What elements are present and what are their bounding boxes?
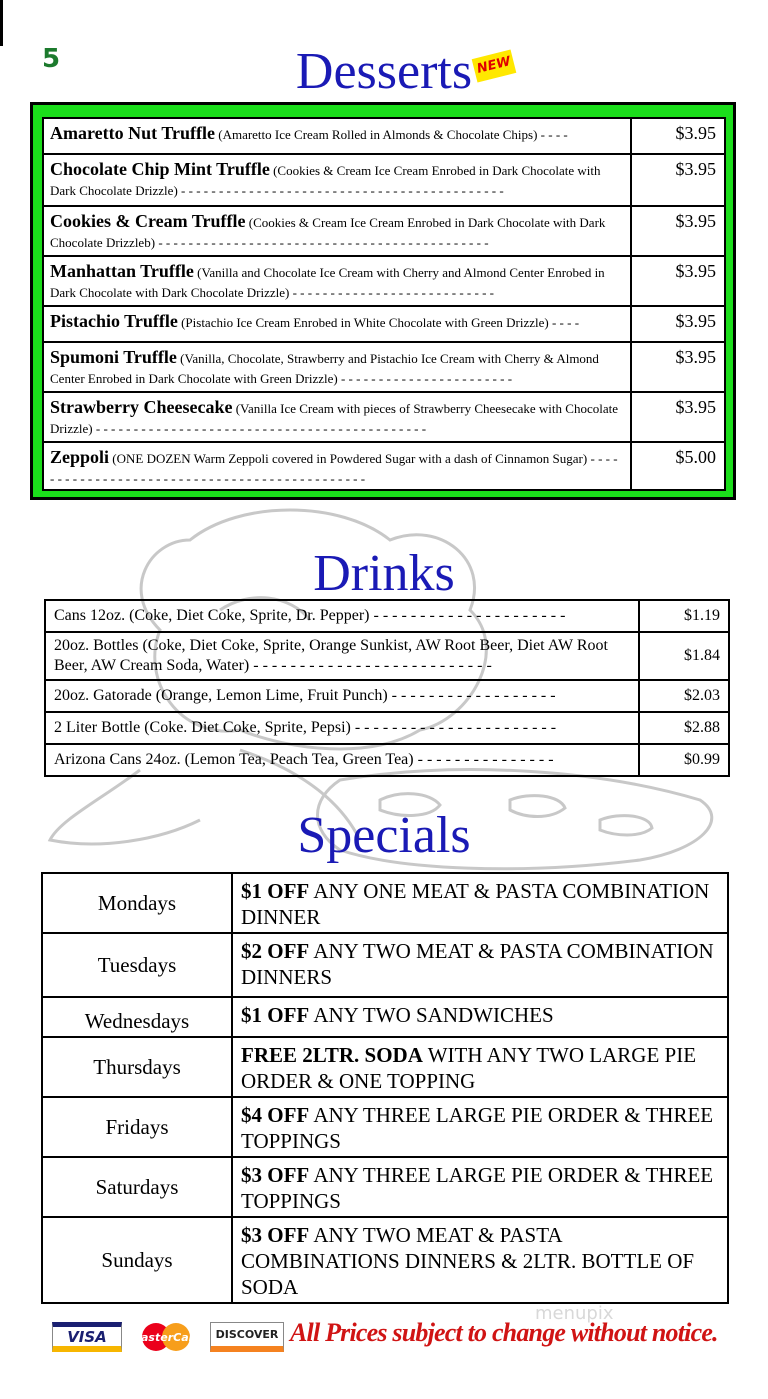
special-day: Thursdays <box>43 1038 233 1096</box>
drinks-title: Drinks <box>313 545 455 602</box>
dessert-price: $3.95 <box>675 211 716 231</box>
drink-price: $0.99 <box>684 751 720 768</box>
drink-row <box>46 745 728 775</box>
special-row <box>43 934 727 998</box>
drinks-table <box>44 599 730 777</box>
dessert-row: Pistachio Truffle (Pistachio Ice Cream Enrobed in White Chocolate with Green Drizzle) - - - - $3.95 <box>44 307 724 343</box>
special-day: Mondays <box>43 874 233 932</box>
discover-logo: DISCOVER <box>210 1322 284 1352</box>
special-offer: $2 OFF ANY TWO MEAT & PASTA COMBINATION DINNERS <box>241 939 714 989</box>
page-number: 5 <box>42 44 61 74</box>
dessert-row: Amaretto Nut Truffle (Amaretto Ice Cream Rolled in Almonds & Chocolate Chips) - - - - $3.95 <box>44 119 724 155</box>
drink-price: $1.84 <box>684 647 720 664</box>
drink-row <box>46 633 728 681</box>
special-day: Fridays <box>43 1098 233 1156</box>
drink-desc: 20oz. Bottles (Coke, Diet Coke, Sprite, Orange Sunkist, AW Root Beer, Diet AW Root Beer, AW Cream Soda, Water) - - - - - - - - - - - - - - - - - - - - - - - - - - <box>46 633 640 679</box>
mastercard-logo <box>128 1322 204 1352</box>
dessert-row: Spumoni Truffle (Vanilla, Chocolate, Strawberry and Pistachio Ice Cream with Cherry & Almond Center Enrobed in Dark Chocolate with Green Drizzle) - - - - - - - - - - - - - - - - - - - - - - - $3.95 <box>44 343 724 393</box>
special-row <box>43 1038 727 1098</box>
special-row <box>43 998 727 1038</box>
drink-price: $2.03 <box>684 687 720 704</box>
dessert-row: Zeppoli (ONE DOZEN Warm Zeppoli covered in Powdered Sugar with a dash of Cinnamon Sugar) - - - - - - - - - - - - - - - - - - - - - - - - - - - - - - - - - - - - - - - - - - - - - - $5.00 <box>44 443 724 489</box>
dessert-price: $3.95 <box>675 347 716 367</box>
specials-title: Specials <box>297 807 471 864</box>
desserts-title: Desserts <box>295 43 473 100</box>
special-day: Saturdays <box>43 1158 233 1216</box>
drink-row <box>46 601 728 633</box>
special-offer: $4 OFF ANY THREE LARGE PIE ORDER & THREE TOPPINGS <box>241 1103 714 1153</box>
special-offer: $1 OFF ANY TWO SANDWICHES <box>241 1003 554 1027</box>
special-offer: FREE 2LTR. SODA WITH ANY TWO LARGE PIE ORDER & ONE TOPPING <box>241 1043 697 1093</box>
desserts-frame <box>30 102 736 500</box>
dessert-price: $3.95 <box>675 311 716 331</box>
drink-desc: Arizona Cans 24oz. (Lemon Tea, Peach Tea, Green Tea) - - - - - - - - - - - - - - - <box>46 745 640 775</box>
special-day: Wednesdays <box>43 998 233 1036</box>
special-offer: $3 OFF ANY THREE LARGE PIE ORDER & THREE TOPPINGS <box>241 1163 714 1213</box>
dessert-price: $3.95 <box>675 397 716 417</box>
drink-desc: Cans 12oz. (Coke, Diet Coke, Sprite, Dr. Pepper) - - - - - - - - - - - - - - - - - - - - - <box>46 601 640 631</box>
drink-row <box>46 681 728 713</box>
edge-mark <box>0 0 3 46</box>
dessert-row: Manhattan Truffle (Vanilla and Chocolate Ice Cream with Cherry and Almond Center Enrobed in Dark Chocolate with Dark Chocolate Drizzle) - - - - - - - - - - - - - - - - - - - - - - - - - - - $3.95 <box>44 257 724 307</box>
price-notice: All Prices subject to change without notice. <box>290 1318 718 1347</box>
menupix-watermark: menupix <box>535 1303 614 1324</box>
special-offer: $1 OFF ANY ONE MEAT & PASTA COMBINATION DINNER <box>241 879 710 929</box>
drink-desc: 2 Liter Bottle (Coke. Diet Coke, Sprite, Pepsi) - - - - - - - - - - - - - - - - - - - - - - <box>46 713 640 743</box>
special-row <box>43 1158 727 1218</box>
new-badge: NEW <box>472 50 517 83</box>
drink-desc: 20oz. Gatorade (Orange, Lemon Lime, Fruit Punch) - - - - - - - - - - - - - - - - - - <box>46 681 640 711</box>
drink-price: $2.88 <box>684 719 720 736</box>
dessert-row: Chocolate Chip Mint Truffle (Cookies & Cream Ice Cream Enrobed in Dark Chocolate with Dark Chocolate Drizzle) - - - - - - - - - - - - - - - - - - - - - - - - - - - - - - - - - - - - - - - - - - - $3.95 <box>44 155 724 207</box>
svg-text:MasterCard: MasterCard <box>130 1331 202 1344</box>
drink-price: $1.19 <box>684 607 720 624</box>
dessert-price: $3.95 <box>675 123 716 143</box>
drink-row <box>46 713 728 745</box>
dessert-row: Strawberry Cheesecake (Vanilla Ice Cream with pieces of Strawberry Cheesecake with Chocolate Drizzle) - - - - - - - - - - - - - - - - - - - - - - - - - - - - - - - - - - - - - - - - - - - - $3.95 <box>44 393 724 443</box>
special-day: Tuesdays <box>43 934 233 996</box>
special-row <box>43 874 727 934</box>
specials-table <box>41 872 729 1304</box>
dessert-row: Cookies & Cream Truffle (Cookies & Cream Ice Cream Enrobed in Dark Chocolate with Dark Chocolate Drizzleb) - - - - - - - - - - - - - - - - - - - - - - - - - - - - - - - - - - - - - - - - - - - - $3.95 <box>44 207 724 257</box>
dessert-price: $3.95 <box>675 261 716 281</box>
special-row <box>43 1098 727 1158</box>
desserts-table <box>42 117 726 491</box>
visa-logo: VISA <box>52 1322 122 1352</box>
special-offer: $3 OFF ANY TWO MEAT & PASTA COMBINATIONS DINNERS & 2LTR. BOTTLE OF SODA <box>241 1223 695 1299</box>
special-day: Sundays <box>43 1218 233 1302</box>
dessert-price: $3.95 <box>675 159 716 179</box>
dessert-price: $5.00 <box>675 447 716 467</box>
special-row <box>43 1218 727 1302</box>
